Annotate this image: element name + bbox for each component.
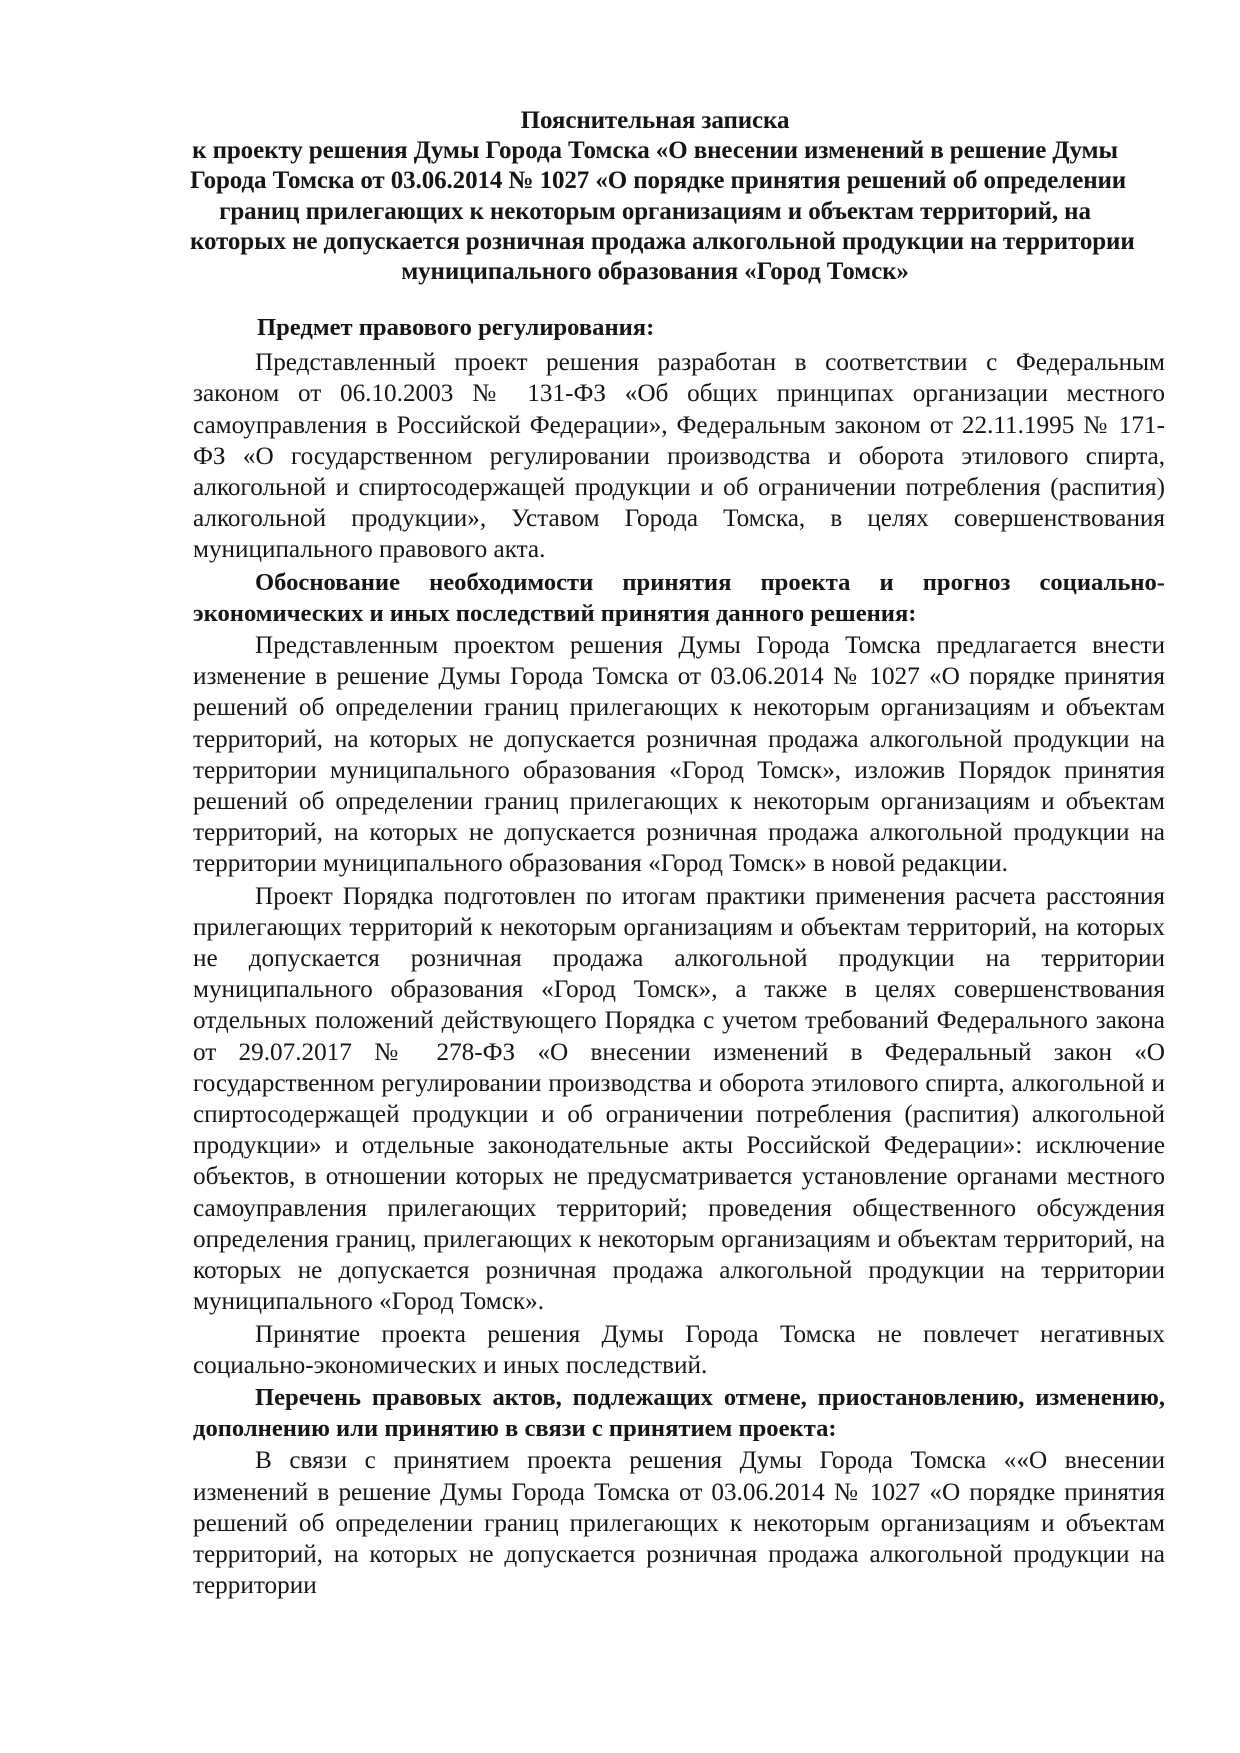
paragraph-justification-3: Принятие проекта решения Думы Города Томска не повлечет негативных социально-экономических и иных последствий. — [193, 1320, 1165, 1379]
paragraph-justification-1: Представленным проектом решения Думы Города Томска предлагается внести изменение в решение Думы Города Томска от 03.06.2014 № 1027 «О порядке принятия решений об определении границ прилегающих к некоторым организациям и объектам территорий, на которых не допускается розничная продажа алкогольной продукции на территории муниципального образования «Город Томск», изложив Порядок принятия решений об определении границ прилегающих к некоторым организациям и объектам территорий, на которых не допускается розничная продажа алкогольной продукции на территории муниципального образования «Город Томск» в новой редакции. — [193, 632, 1165, 878]
document-title — [190, 106, 1135, 287]
paragraph-justification-2: Проект Порядка подготовлен по итогам практики применения расчета расстояния прилегающих территорий к некоторым организациям и объектам территорий, на которых не допускается розничная продажа алкогольной продукции на территории муниципального образования «Город Томск», а также в целях совершенствования отдельных положений действующего Порядка с учетом требований Федерального закона от 29.07.2017 № 278-ФЗ «О внесении изменений в Федеральный закон «О государственном регулировании производства и оборота этилового спирта, алкогольной и спиртосодержащей продукции и об ограничении потребления (распития) алкогольной продукции» и отдельные законодательные акты Российской Федерации»: исключение объектов, в отношении которых не предусматривается установление органами местного самоуправления прилегающих территорий; проведения общественного обсуждения определения границ, прилегающих к некоторым организациям и объектам территорий, на которых не допускается розничная продажа алкогольной продукции на территории муниципального «Город Томск». — [193, 882, 1165, 1316]
section-heading-justification: Обоснование необходимости принятия проекта и прогноз социально-экономических и иных последствий принятия данного решения: — [193, 568, 1165, 627]
section-heading-subject: Предмет правового регулирования: — [257, 314, 655, 341]
paragraph-subject: Представленный проект решения разработан в соответствии с Федеральным законом от 06.10.2003 № 131-ФЗ «Об общих принципах организации местного самоуправления в Российской Федерации», Федеральным законом от 22.11.1995 № 171-ФЗ «О государственном регулировании производства и оборота этилового спирта, алкогольной и спиртосодержащей продукции и об ограничении потребления (распития) алкогольной продукции», Уставом Города Томска, в целях совершенствования муниципального правового акта. — [193, 349, 1165, 564]
title-line: которых не допускается розничная продажа алкогольной продукции на территории — [190, 227, 1135, 255]
section-heading-legal-acts: Перечень правовых актов, подлежащих отмене, приостановлению, изменению, дополнению или принятию в связи с принятием проекта: — [193, 1383, 1165, 1443]
title-line: Города Томска от 03.06.2014 № 1027 «О порядке принятия решений об определении — [190, 167, 1127, 195]
document-body — [193, 312, 1165, 1601]
title-line: муниципального образования «Город Томск» — [401, 258, 909, 286]
paragraph-legal-acts: В связи с принятием проекта решения Думы Города Томска ««О внесении изменений в решение Думы Города Томска от 03.06.2014 № 1027 «О порядке принятия решений об определении границ прилегающих к некоторым организациям и объектам территорий, на которых не допускается розничная продажа алкогольной продукции на территории — [193, 1447, 1165, 1600]
title-line: к проекту решения Думы Города Томска «О внесении изменений в решение Думы — [192, 137, 1118, 165]
title-line: Пояснительная записка — [520, 107, 790, 134]
title-line: границ прилегающих к некоторым организациям и объектам территорий, на — [219, 197, 1091, 225]
